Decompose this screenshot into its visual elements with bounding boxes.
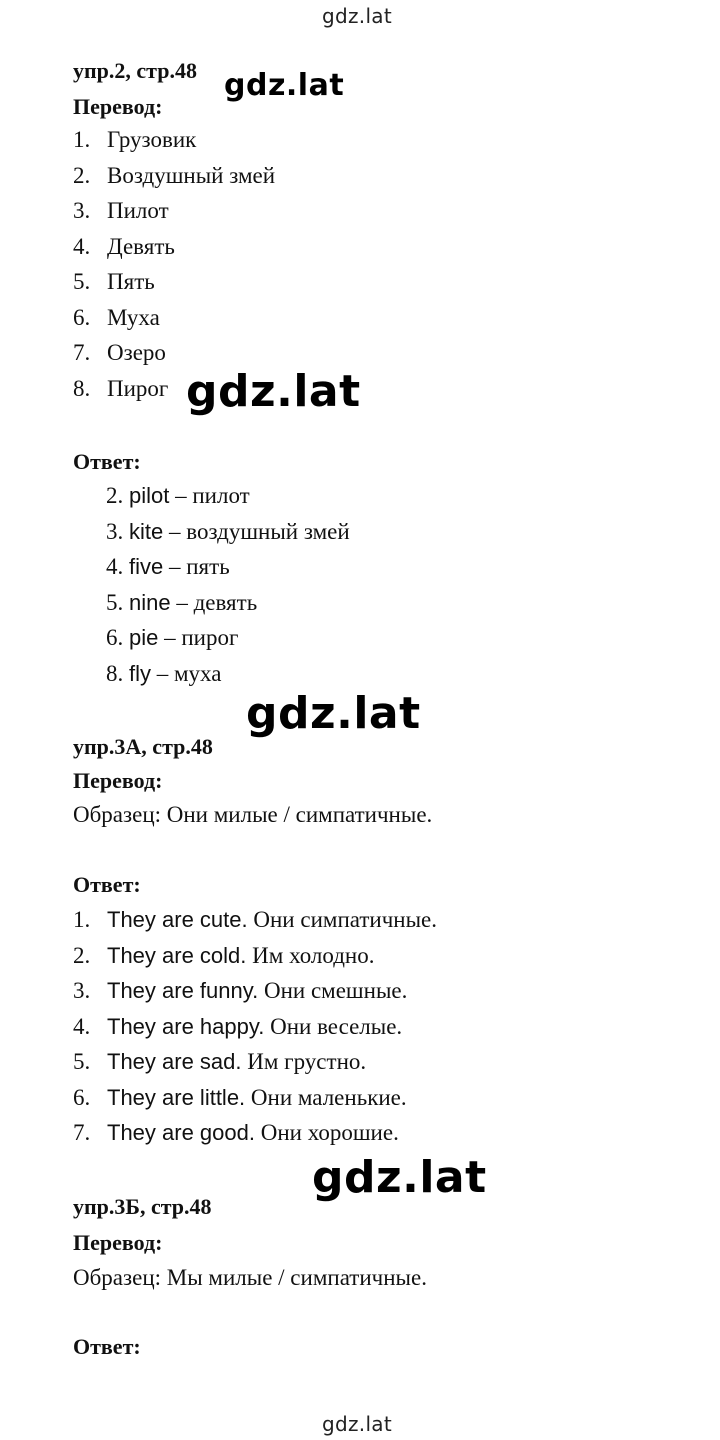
item-text: Девять [107, 233, 175, 259]
watermark: gdz.lat [224, 68, 345, 103]
item-text: Пять [107, 269, 155, 294]
item-number: 4. [73, 1013, 91, 1039]
item-text: Муха [107, 304, 160, 330]
exercise-title: упр.3А, стр.48 [73, 734, 213, 759]
answer-item [106, 662, 221, 685]
answer-item [73, 1086, 407, 1109]
section-heading: Перевод: [73, 768, 163, 793]
russian-translation: – девять [170, 589, 258, 615]
section-heading: Перевод: [73, 1230, 163, 1255]
english-word: pilot [129, 483, 170, 508]
item-number: 3. [73, 978, 91, 1003]
watermark-top: gdz.lat [322, 4, 393, 28]
russian-translation: Они симпатичные. [247, 907, 438, 932]
russian-translation: Они смешные. [258, 978, 408, 1003]
item-number: 5. [73, 269, 91, 294]
item-number: 8. [73, 375, 91, 401]
section-heading: Ответ: [73, 872, 141, 897]
english-sentence: They are sad. [107, 1049, 242, 1074]
item-number: 7. [73, 340, 91, 365]
item-number: 3. [106, 518, 124, 544]
answer-item [73, 908, 437, 931]
item-number: 4. [73, 233, 91, 259]
item-number: 6. [73, 304, 91, 330]
section-heading: Ответ: [73, 449, 141, 474]
answer-item [106, 626, 238, 649]
english-sentence: They are happy. [107, 1013, 265, 1039]
list-item [73, 270, 155, 293]
item-number: 5. [106, 589, 124, 615]
russian-translation: Они маленькие. [245, 1084, 407, 1110]
english-sentence: They are cold. [107, 942, 247, 968]
answer-item [106, 591, 257, 614]
item-number: 3. [73, 198, 91, 223]
answer-item [106, 484, 250, 507]
item-number: 1. [73, 127, 91, 152]
english-word: fly [129, 660, 151, 686]
list-item [73, 128, 196, 151]
russian-translation: – воздушный змей [163, 518, 350, 544]
russian-translation: – пять [163, 554, 230, 579]
english-sentence: They are cute. [107, 907, 248, 932]
item-number: 6. [106, 625, 124, 650]
answer-item [73, 944, 374, 967]
item-number: 1. [73, 907, 91, 932]
list-item [73, 235, 175, 258]
item-text: Грузовик [107, 127, 197, 152]
answer-item [73, 979, 407, 1002]
english-sentence: They are good. [107, 1120, 255, 1145]
item-number: 7. [73, 1120, 91, 1145]
item-text: Пирог [107, 375, 169, 401]
english-word: kite [129, 518, 164, 544]
english-word: nine [129, 589, 171, 615]
russian-translation: Они хорошие. [254, 1120, 399, 1145]
section-heading: Перевод: [73, 94, 163, 119]
russian-translation: Им грустно. [241, 1049, 367, 1074]
sample-text: Образец: Они милые / симпатичные. [73, 802, 433, 827]
exercise-title: упр.2, стр.48 [73, 58, 197, 83]
item-text: Пилот [107, 198, 169, 223]
watermark-bottom: gdz.lat [322, 1412, 393, 1436]
answer-item [73, 1121, 399, 1144]
english-sentence: They are funny. [107, 978, 259, 1003]
list-item [73, 306, 160, 329]
list-item [73, 341, 166, 364]
answer-item [73, 1050, 366, 1073]
item-number: 5. [73, 1049, 91, 1074]
english-sentence: They are little. [107, 1084, 246, 1110]
list-item [73, 377, 168, 400]
item-number: 2. [73, 942, 91, 968]
answer-item [106, 555, 230, 578]
russian-translation: – пилот [169, 483, 250, 508]
watermark: gdz.lat [186, 366, 361, 417]
list-item [73, 199, 169, 222]
russian-translation: – пирог [158, 625, 239, 650]
watermark: gdz.lat [246, 688, 421, 739]
exercise-title: упр.3Б, стр.48 [73, 1194, 212, 1219]
sample-text: Образец: Мы милые / симпатичные. [73, 1265, 427, 1290]
russian-translation: Они веселые. [264, 1013, 403, 1039]
english-word: pie [129, 625, 159, 650]
section-heading: Ответ: [73, 1334, 141, 1359]
item-number: 8. [106, 660, 124, 686]
item-text: Воздушный змей [107, 162, 276, 188]
russian-translation: – муха [151, 660, 222, 686]
answer-item [73, 1015, 402, 1038]
answer-item [106, 520, 350, 543]
item-number: 2. [106, 483, 124, 508]
item-number: 4. [106, 554, 124, 579]
item-number: 2. [73, 162, 91, 188]
item-number: 6. [73, 1084, 91, 1110]
list-item [73, 164, 275, 187]
watermark: gdz.lat [312, 1152, 487, 1203]
russian-translation: Им холодно. [246, 942, 375, 968]
item-text: Озеро [107, 340, 166, 365]
english-word: five [129, 554, 164, 579]
